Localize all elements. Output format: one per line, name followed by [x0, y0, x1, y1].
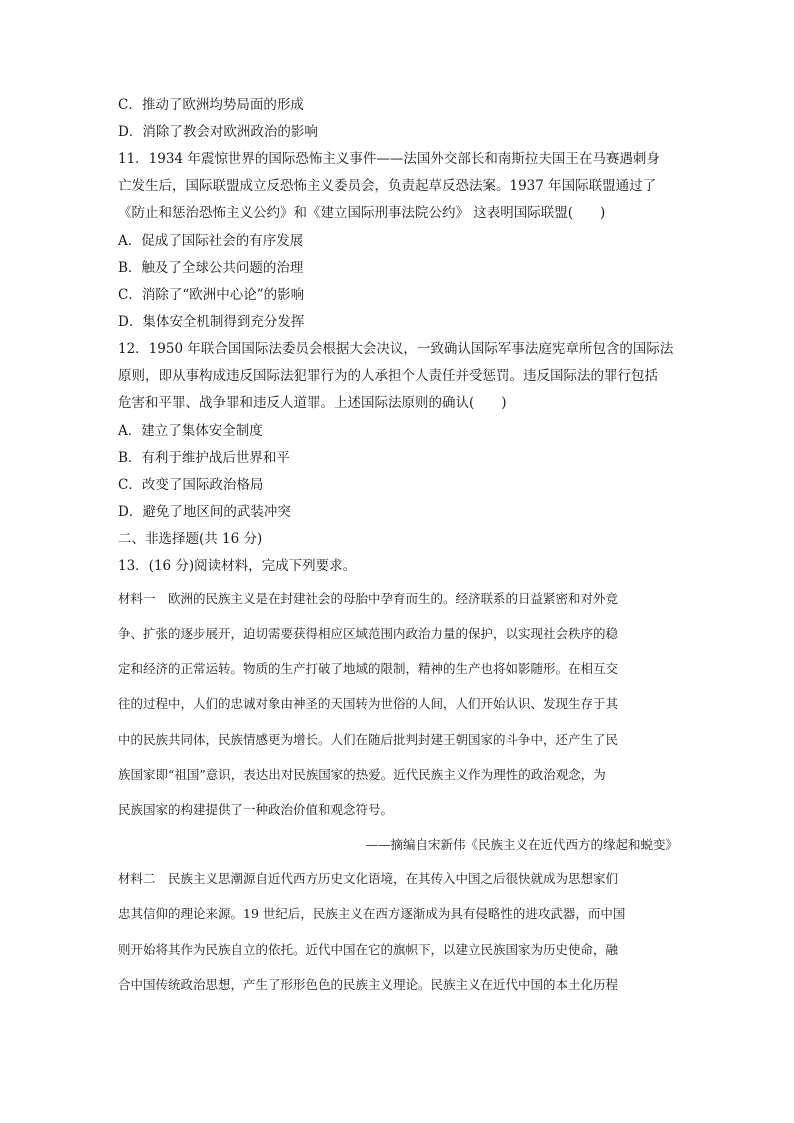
- material1-line: 民族国家的构建提供了一种政治价值和观念符号。: [118, 802, 394, 817]
- q11-option-c: C．消除了“欧洲中心论”的影响: [118, 287, 305, 303]
- q11-stem-line-1: 11．1934 年震惊世界的国际恐怖主义事件——法国外交部长和南斯拉夫国王在马赛遇刺身: [118, 151, 660, 167]
- q11-option-d: D．集体安全机制得到充分发挥: [118, 314, 305, 330]
- q12-stem-line-1: 12．1950 年联合国国际法委员会根据大会决议，一致确认国际军事法庭宪章所包含的国际法: [118, 341, 674, 357]
- material1-line: 争、扩张的逐步展开，迫切需要获得相应区域范围内政治力量的保护，以实现社会秩序的稳: [118, 626, 619, 641]
- material2-line: 材料二 民族主义思潮源自近代西方历史文化语境，在其传入中国之后很快就成为思想家们: [118, 871, 619, 886]
- q11-option-a: A．促成了国际社会的有序发展: [118, 233, 304, 249]
- q12-stem-line-3: 危害和平罪、战争罪和违反人道罪。上述国际法原则的确认( ): [118, 395, 507, 411]
- prior-option-d: D．消除了教会对欧洲政治的影响: [118, 124, 318, 140]
- q12-stem-line-2: 原则，即从事构成违反国际法犯罪行为的人承担个人责任并受惩罚。违反国际法的罪行包括: [118, 368, 658, 384]
- material2-line: 则开始将其作为民族自立的依托。近代中国在它的旗帜下，以建立民族国家为历史使命，融: [118, 942, 619, 957]
- section-heading: 二、非选择题(共 16 分): [118, 531, 263, 547]
- q11-option-b: B．触及了全球公共问题的治理: [118, 260, 304, 276]
- material1-line: 材料一 欧洲的民族主义是在封建社会的母胎中孕育而生的。经济联系的日益紧密和对外竞: [118, 591, 619, 606]
- material1-line: 中的民族共同体，民族情感更为增长。人们在随后批判封建王朝国家的斗争中，还产生了民: [118, 732, 619, 747]
- material1-line: 定和经济的正常运转。物质的生产打破了地域的限制，精神的生产也将如影随形。在相互交: [118, 661, 619, 676]
- material1-line: 族国家即“祖国”意识，表达出对民族国家的热爱。近代民族主义作为理性的政治观念，为: [118, 767, 606, 782]
- q12-option-d: D．避免了地区间的武装冲突: [118, 504, 291, 520]
- q12-option-c: C．改变了国际政治格局: [118, 477, 264, 493]
- q11-stem-line-3: 《防止和惩治恐怖主义公约》和《建立国际刑事法院公约》 这表明国际联盟( ): [118, 205, 606, 221]
- material2-line: 忠其信仰的理论来源。19 世纪后，民族主义在西方逐渐成为具有侵略性的进攻武器，而中国: [118, 906, 626, 921]
- q13-prompt: 13．(16 分)阅读材料，完成下列要求。: [118, 558, 357, 574]
- material1-line: 往的过程中，人们的忠诚对象由神圣的天国转为世俗的人间，人们开始认识、发现生存于其: [118, 696, 619, 711]
- material2-line: 合中国传统政治思想，产生了形形色色的民族主义理论。民族主义在近代中国的本土化历程: [118, 977, 619, 992]
- q11-stem-line-2: 亡发生后，国际联盟成立反恐怖主义委员会，负责起草反恐法案。1937 年国际联盟通过了: [118, 178, 657, 194]
- q12-option-b: B．有利于维护战后世界和平: [118, 450, 290, 466]
- material1-source: ——摘编自宋新伟《民族主义在近代西方的缘起和蜕变》: [365, 837, 678, 852]
- q12-option-a: A．建立了集体安全制度: [118, 423, 263, 439]
- prior-option-c: C．推动了欧洲均势局面的形成: [118, 97, 304, 113]
